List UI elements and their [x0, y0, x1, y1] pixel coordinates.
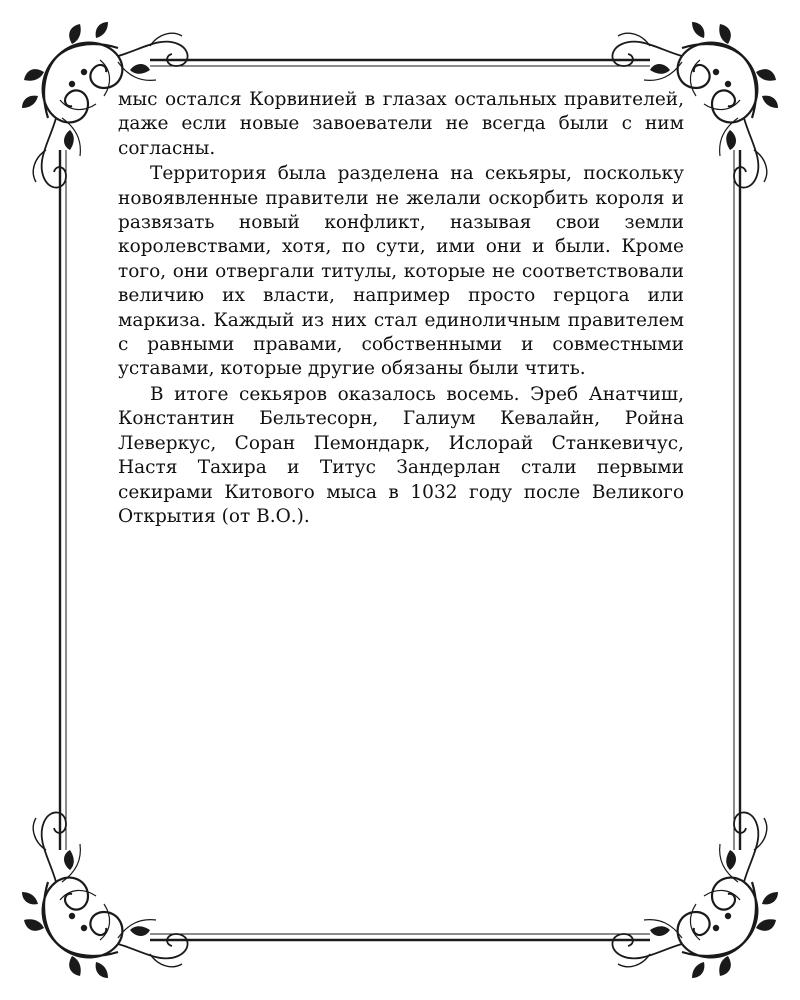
body-text	[118, 88, 684, 530]
paragraph-2: Территория была разделена на секьяры, поскольку новоявленные правители не желали оскорбить короля и развязать новый конфликт, называя свои земли королевствами, хотя, по сути, ими они и были. Кроме того, они отвергали титулы, которые не соответствовали величию их власти, например просто герцога или маркиза. Каждый из них стал единоличным правителем с равными правами, собственными и совместными уставами, которые другие обязаны были чтить.	[118, 163, 684, 380]
floral-corner-ornament-icon	[612, 812, 778, 978]
paragraph-1: мыс остался Корвинией в глазах остальных правителей, даже если новые завоеватели не всегда были с ним согласны.	[118, 89, 684, 159]
paragraph-3: В итоге секьяров оказалось восемь. Эреб Анатчиш, Константин Бельтесорн, Галиум Кевалайн, Ройна Леверкус, Соран Пемондарк, Ислорай Станкевичус, Настя Тахира и Титус Зандерлан стали первыми секирами Китового мыса в 1032 году после Великого Открытия (от В.О.).	[118, 383, 684, 527]
floral-corner-ornament-icon	[22, 812, 188, 978]
